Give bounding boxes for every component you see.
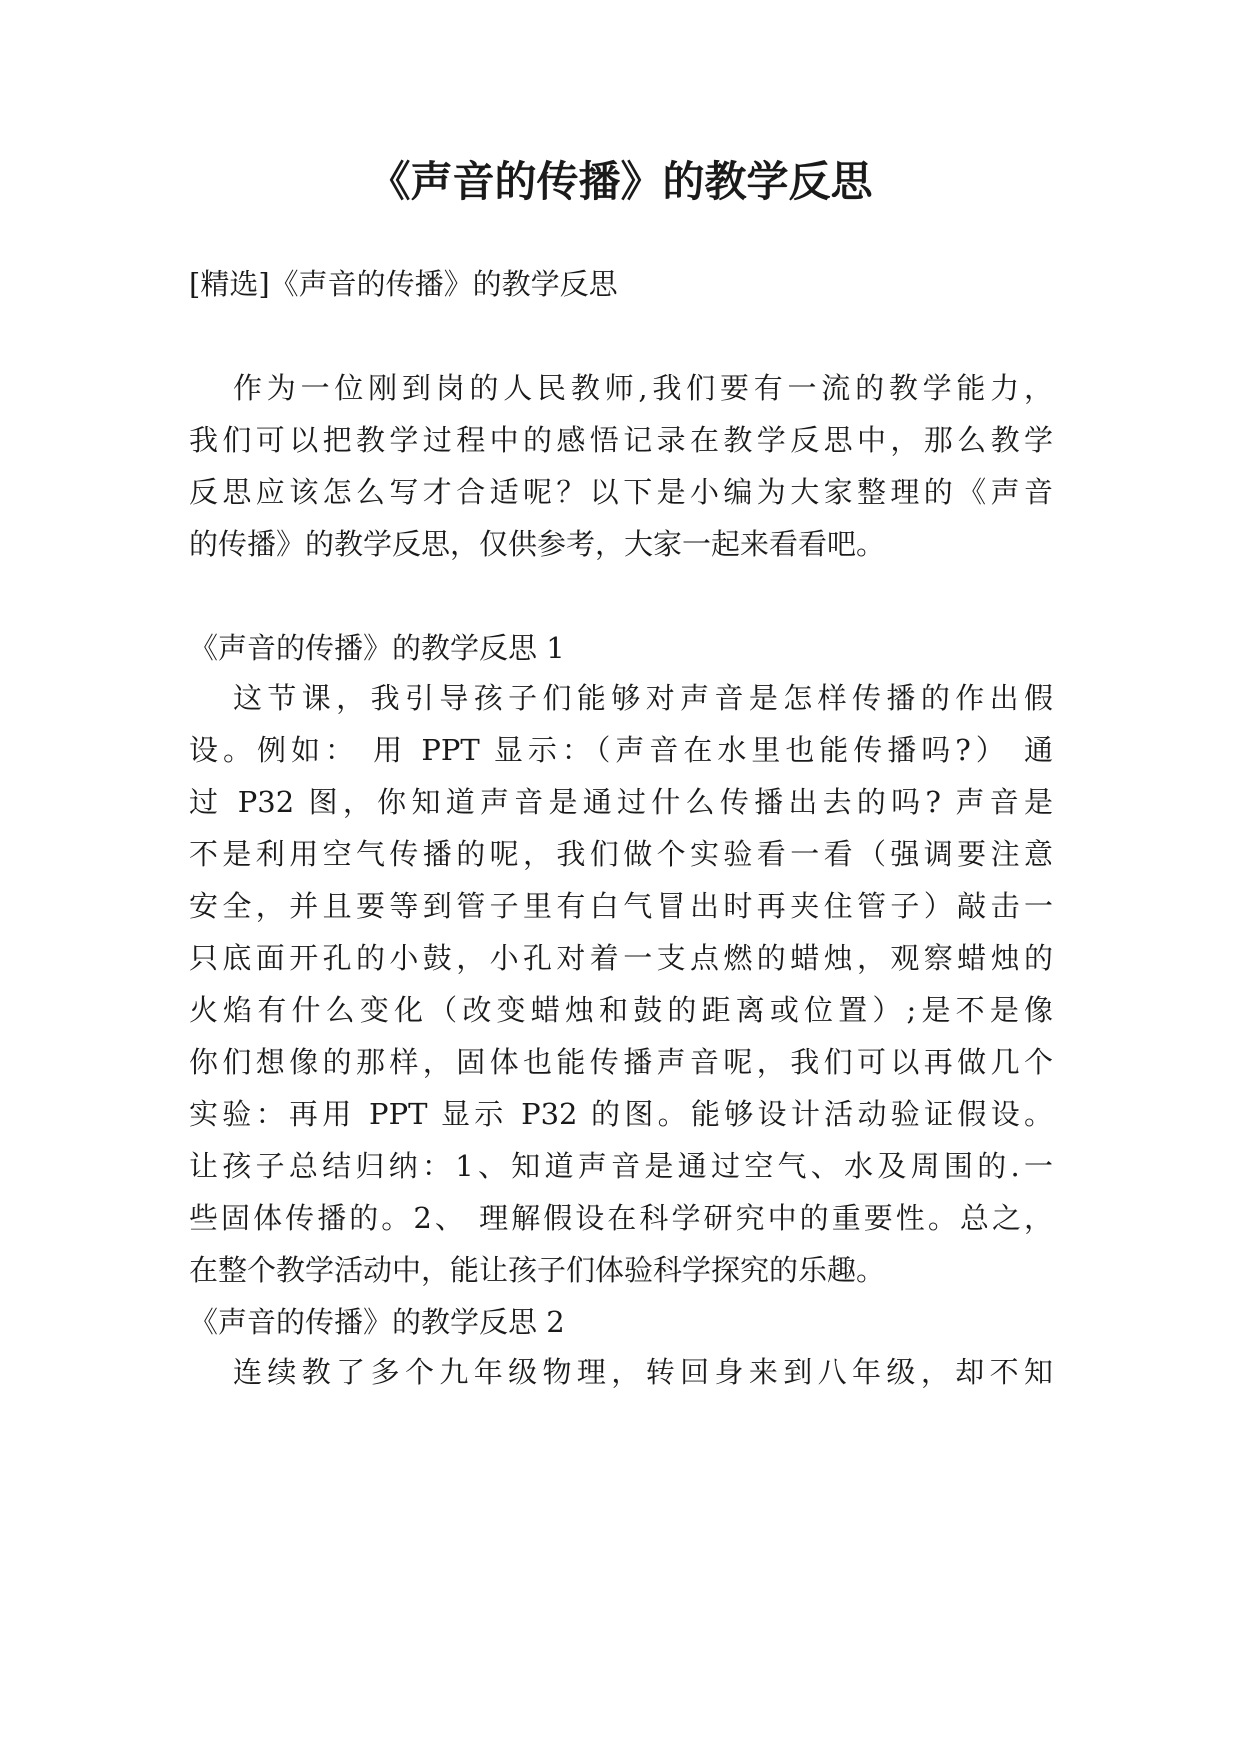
paragraph-line: 这节课，我引导孩子们能够对声音是怎样传播的作出假: [233, 681, 1053, 715]
paragraph-line: 安全，并且要等到管子里有白气冒出时再夹住管子）敲击一: [189, 889, 1053, 923]
paragraph-line: 只底面开孔的小鼓，小孔对着一支点燃的蜡烛，观察蜡烛的: [189, 941, 1053, 975]
paragraph-line: 设。例如： 用 PPT 显示：（声音在水里也能传播吗?） 通: [189, 733, 1053, 767]
intro-line: 我们可以把教学过程中的感悟记录在教学反思中，那么教学: [189, 423, 1053, 457]
section-heading: 《声音的传播》的教学反思 2: [189, 1305, 565, 1339]
paragraph-line: 实验：再用 PPT 显示 P32 的图。能够设计活动验证假设。: [189, 1097, 1053, 1131]
paragraph-line: 让孩子总结归纳：1、知道声音是通过空气、水及周围的.一: [189, 1149, 1053, 1183]
paragraph-line: 连续教了多个九年级物理，转回身来到八年级，却不知: [233, 1355, 1053, 1389]
intro-line: 反思应该怎么写才合适呢？以下是小编为大家整理的《声音: [189, 475, 1053, 509]
intro-line: 作为一位刚到岗的人民教师,我们要有一流的教学能力，: [233, 371, 1053, 405]
paragraph-line: 你们想像的那样，固体也能传播声音呢，我们可以再做几个: [189, 1045, 1053, 1079]
paragraph-line: 火焰有什么变化（改变蜡烛和鼓的距离或位置）;是不是像: [189, 993, 1053, 1027]
paragraph-line: 在整个教学活动中，能让孩子们体验科学探究的乐趣。: [189, 1253, 886, 1287]
paragraph-line: 些固体传播的。2、 理解假设在科学研究中的重要性。总之，: [189, 1201, 1053, 1235]
document-title: 《声音的传播》的教学反思: [368, 157, 873, 206]
intro-line: 的传播》的教学反思，仅供参考，大家一起来看看吧。: [189, 527, 886, 561]
paragraph-line: 过 P32 图，你知道声音是通过什么传播出去的吗? 声音是: [189, 785, 1053, 819]
section-heading: 《声音的传播》的教学反思 1: [189, 631, 565, 665]
document-subtitle: [精选]《声音的传播》的教学反思: [189, 267, 618, 301]
paragraph-line: 不是利用空气传播的呢，我们做个实验看一看（强调要注意: [189, 837, 1053, 871]
